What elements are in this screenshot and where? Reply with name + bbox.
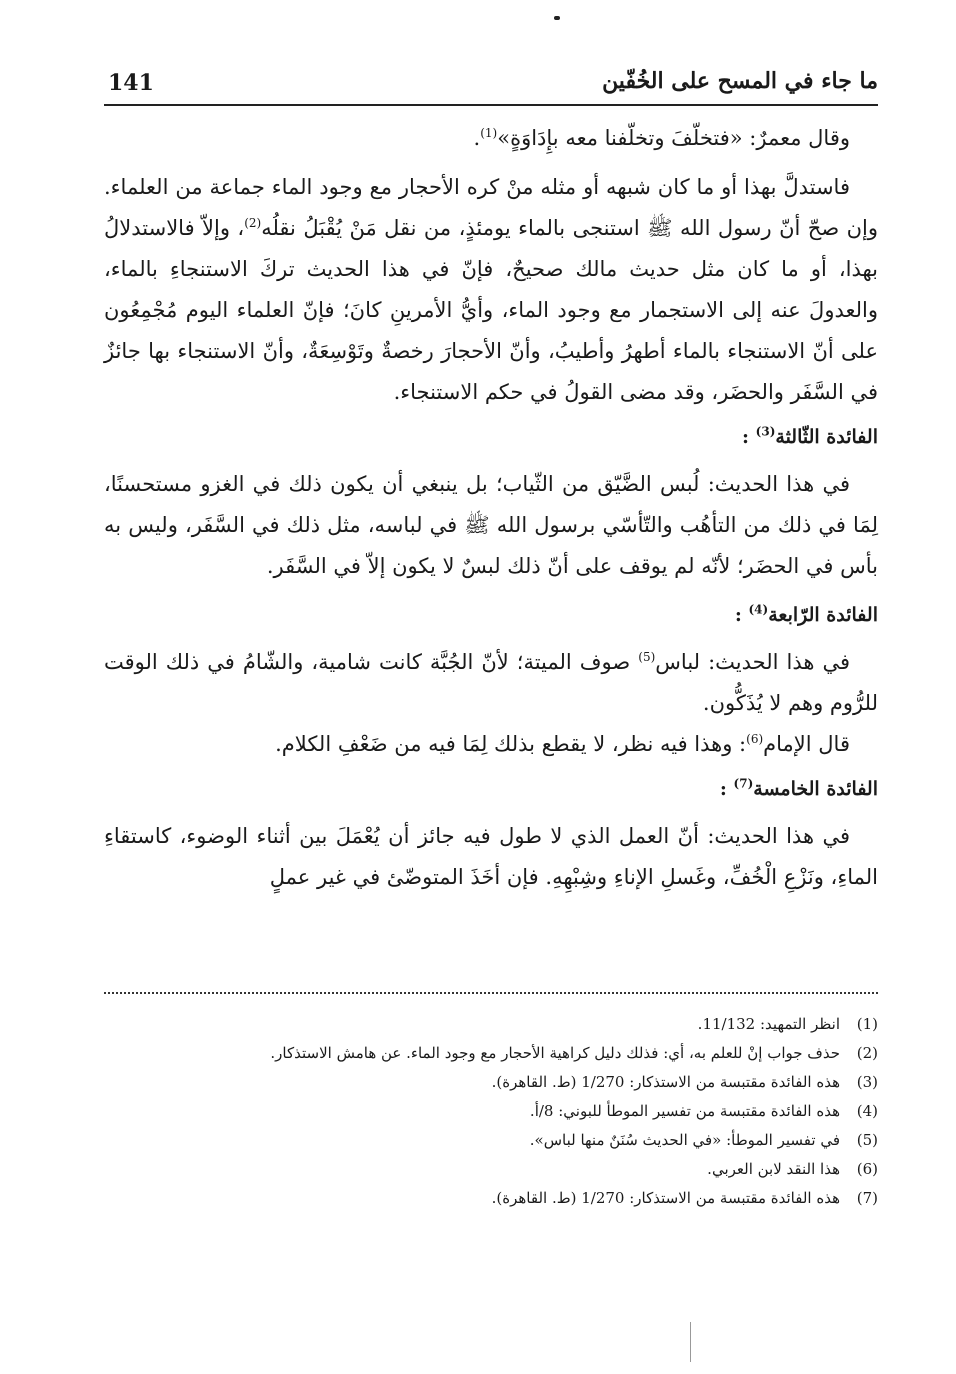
footnote-ref-1: (1): [480, 126, 498, 140]
footnote-ref-7: (7): [733, 776, 754, 791]
p2-text-a: فاستدلَّ بهذا أو ما كان شبهه أو مثله منْ كره الأحجار مع وجود الماء جماعة من العلماء. وإن صحّ أنّ رسول الله ﷺ استنجى بالماء يومئذٍ، من نقل مَنْ يُقْبَلُ نقلُه: [104, 175, 878, 240]
p4-text-a: في هذا الحديث: لباس: [655, 650, 850, 674]
footnote-number: (7): [856, 1189, 878, 1207]
paragraph-5: [104, 724, 878, 765]
footnote-text: هذه الفائدة مقتبسة من الاستذكار: 1/270 (ط. القاهرة).: [491, 1189, 840, 1207]
footnote-5: [104, 1126, 878, 1155]
p1-end: .: [473, 126, 481, 150]
footnote-4: [104, 1097, 878, 1126]
footnote-separator: [104, 992, 878, 994]
h5-text: الفائدة الخامسة: [753, 778, 878, 800]
p1-text: وقال معمرٌ: «فتخلّفَ وتخلّفنا معه بإِدَاوَةٍ»: [497, 126, 850, 150]
paragraph-3: [104, 464, 878, 587]
footnote-number: (2): [856, 1044, 878, 1062]
h5-colon: :: [719, 778, 727, 800]
footnote-1: [104, 1010, 878, 1039]
p5-text-a: قال الإمام: [763, 732, 850, 756]
running-head: ما جاء في المسح على الخُفّين: [602, 68, 878, 94]
footnote-ref-2: (2): [244, 216, 262, 230]
scan-speck: [554, 16, 560, 20]
footnote-number: (1): [856, 1015, 878, 1033]
footnote-ref-6: (6): [746, 732, 764, 746]
footnote-3: [104, 1068, 878, 1097]
footnote-text: حذف جواب إنْ للعلم به، أي: فذلك دليل كراهية الأحجار مع وجود الماء. عن هامش الاستذكار.: [270, 1044, 840, 1062]
footnote-text: هذه الفائدة مقتبسة من الاستذكار: 1/270 (ط. القاهرة).: [491, 1073, 840, 1091]
heading-third-benefit: [104, 417, 878, 458]
page-header: [104, 64, 878, 104]
footnote-text: هذه الفائدة مقتبسة من تفسير الموطأ للبوني: 8/أ.: [529, 1102, 840, 1120]
h3-text: الفائدة الثّالثة: [775, 426, 878, 448]
footnote-ref-5: (5): [638, 650, 656, 664]
footnote-ref-3: (3): [755, 424, 776, 439]
header-rule: [104, 104, 878, 106]
footnote-ref-4: (4): [748, 602, 769, 617]
main-text: [104, 118, 878, 898]
p4-text-b: صوف الميتة؛ لأنّ الجُبَّة كانت شامية، والشّامُ في ذلك الوقت للرُّوم وهم لا يُذَكُّون.: [104, 650, 878, 715]
footnote-6: [104, 1155, 878, 1184]
footnote-text: هذا النقد لابن العربي.: [707, 1160, 840, 1178]
paragraph-4: [104, 642, 878, 724]
heading-fifth-benefit: [104, 769, 878, 810]
footnote-number: (3): [856, 1073, 878, 1091]
footnote-7: [104, 1184, 878, 1213]
footnote-number: (6): [856, 1160, 878, 1178]
p2-text-b: ، وإلاّ فالاستدلالُ بهذا، أو ما كان مثل حديث مالك صحيحٌ، فإنّ في هذا الحديث تركَ الاستنجاءِ بالماء، والعدولَ عنه إلى الاستجمار مع وجود الماء، وأيُّ الأمرينِ كانَ؛ فإنّ العلماء اليوم مُجْمِعُون على أنّ الاستنجاء بالماء أطهرُ وأطيبُ، وأنّ الأحجارَ رخصةٌ وتَوْسِعَةٌ، وأنّ الاستنجاء بها جائزٌ في السَّفَر والحضَر، وقد مضى القولُ في حكم الاستنجاء.: [104, 216, 878, 404]
h3-colon: :: [742, 426, 750, 448]
h4-text: الفائدة الرّابعة: [768, 604, 878, 626]
heading-fourth-benefit: [104, 595, 878, 636]
paragraph-1: [104, 118, 878, 159]
h4-colon: :: [734, 604, 742, 626]
footnotes: [104, 1010, 878, 1213]
footnote-text: في تفسير الموطأ: «في الحديث سُنَنٌ منها لباس».: [529, 1131, 840, 1149]
paragraph-2: [104, 167, 878, 413]
footnote-number: (5): [856, 1131, 878, 1149]
paragraph-6: [104, 816, 878, 898]
p3-text: في هذا الحديث: لُبس الضَّيّق من الثّياب؛ بل ينبغي أن يكون ذلك في الغزو مستحسنًا، لِمَا في ذلك من التأهُب والتّأسّي برسول الله ﷺ في لباسه، مثل ذلك في السَّفَر، وليس به بأس في الحضَر؛ لأنّه لم يوقف على أنّ ذلك لبسٌ لا يكون إلاّ في السَّفَر.: [104, 472, 878, 578]
footnote-number: (4): [856, 1102, 878, 1120]
footnote-text: انظر التمهيد: 11/132.: [697, 1015, 840, 1033]
footnote-2: [104, 1039, 878, 1068]
p6-text: في هذا الحديث: أنّ العمل الذي لا طول فيه جائز أن يُعْمَلَ بين أثناء الوضوء، كاستقاءِ الماءِ، ونَزْعِ الْخُفِّ، وغَسلِ الإناءِ وشِبْهِهِ. فإن أخَذَ المتوضّئ في غير عملٍ: [104, 824, 878, 889]
page-number: 141: [108, 70, 154, 96]
p5-text-b: : وهذا فيه نظر، لا يقطع بذلك لِمَا فيه من ضَعْفِ الكلام.: [275, 732, 747, 756]
scan-margin-mark: [690, 1322, 691, 1362]
